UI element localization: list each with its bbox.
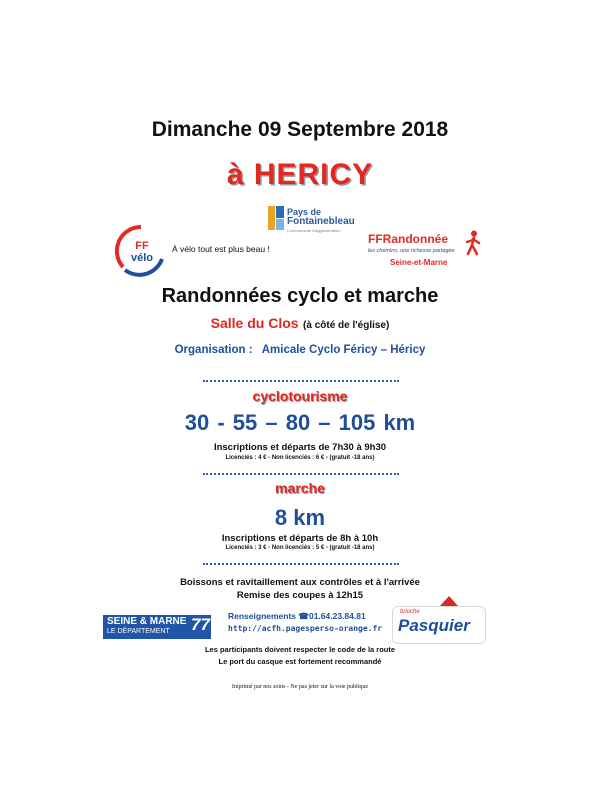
- printed-note: Imprimé par nos soins - Ne pas jeter sur la voie publique: [231, 684, 369, 690]
- sem-logo-line1: SEINE & MARNE: [107, 616, 187, 627]
- dotted-divider: [203, 563, 399, 565]
- safety-note-road: Les participants doivent respecter le code de la route: [204, 645, 396, 654]
- pasquier-line1: brioche: [400, 609, 420, 615]
- ffrandonnee-dept: Seine-et-Marne: [390, 258, 448, 267]
- renseignements-phone: Renseignements ☎01.64.23.84.81: [228, 611, 366, 621]
- event-date: Dimanche 09 Septembre 2018: [151, 118, 449, 141]
- marche-inscriptions: Inscriptions et départs de 8h à 10h: [221, 533, 379, 544]
- cyclo-inscriptions: Inscriptions et départs de 7h30 à 9h30: [213, 442, 387, 453]
- marche-tarifs: Licenciés : 3 € - Non licenciés : 5 € - (gratuit -18 ans): [225, 545, 375, 551]
- ffrandonnee-tagline: les chemins, une richesse partagée: [368, 248, 455, 254]
- boissons-info: Boissons et ravitaillement aux contrôles et à l'arrivée: [180, 577, 420, 588]
- venue-note: (à côté de l'église): [303, 320, 390, 331]
- ffrandonnee-title: [368, 232, 448, 246]
- ffrandonnee-title-ff: FF: [368, 232, 383, 246]
- website-link[interactable]: http://acfh.pagesperso-orange.fr: [228, 624, 383, 633]
- pays-fontainebleau-logo: [268, 206, 378, 236]
- event-town: à HERICY: [226, 158, 374, 191]
- ffvelo-mark-top: FF: [135, 240, 149, 252]
- pasquier-line2: Pasquier: [398, 616, 470, 635]
- ffvelo-mark-bottom: vélo: [130, 252, 154, 264]
- pays-logo-line2: Fontainebleau: [287, 216, 355, 227]
- cyclo-tarifs: Licenciés : 4 € - Non licenciés : 6 € - (gratuit -18 ans): [225, 455, 375, 461]
- seine-et-marne-logo: [103, 615, 211, 639]
- pasquier-logo: [392, 596, 484, 644]
- event-title: Randonnées cyclo et marche: [161, 285, 439, 307]
- event-venue: [0, 315, 600, 333]
- event-organisation: Organisation : Amicale Cyclo Féricy – Héricy: [174, 344, 426, 356]
- ffrandonnee-logo: [368, 232, 488, 272]
- dotted-divider: [203, 380, 399, 382]
- dotted-divider: [203, 473, 399, 475]
- pays-logo-line1: Pays de: [287, 207, 322, 217]
- marche-distance: 8 km: [274, 505, 326, 530]
- ffvelo-logo-icon: [115, 225, 167, 277]
- pasquier-roof-icon: [440, 596, 458, 606]
- venue-name: Salle du Clos: [210, 315, 299, 331]
- cyclo-distances: 30 - 55 – 80 – 105 km: [184, 410, 416, 435]
- ffrandonnee-title-rest: Randonnée: [382, 232, 449, 246]
- cyclo-heading: cyclotourisme: [252, 388, 348, 404]
- pays-fontainebleau-mark-icon: [268, 206, 284, 230]
- sem-logo-number: 77: [191, 615, 210, 634]
- marche-heading: marche: [275, 480, 325, 496]
- hiker-icon: [465, 230, 483, 256]
- sem-logo-line2: LE DÉPARTEMENT: [107, 628, 170, 635]
- remise-coupes: Remise des coupes à 12h15: [236, 590, 364, 601]
- safety-note-helmet: Le port du casque est fortement recommandé: [218, 657, 382, 666]
- pays-logo-line3: Communauté d'agglomération: [287, 228, 341, 233]
- ffvelo-tagline: À vélo tout est plus beau !: [172, 244, 270, 254]
